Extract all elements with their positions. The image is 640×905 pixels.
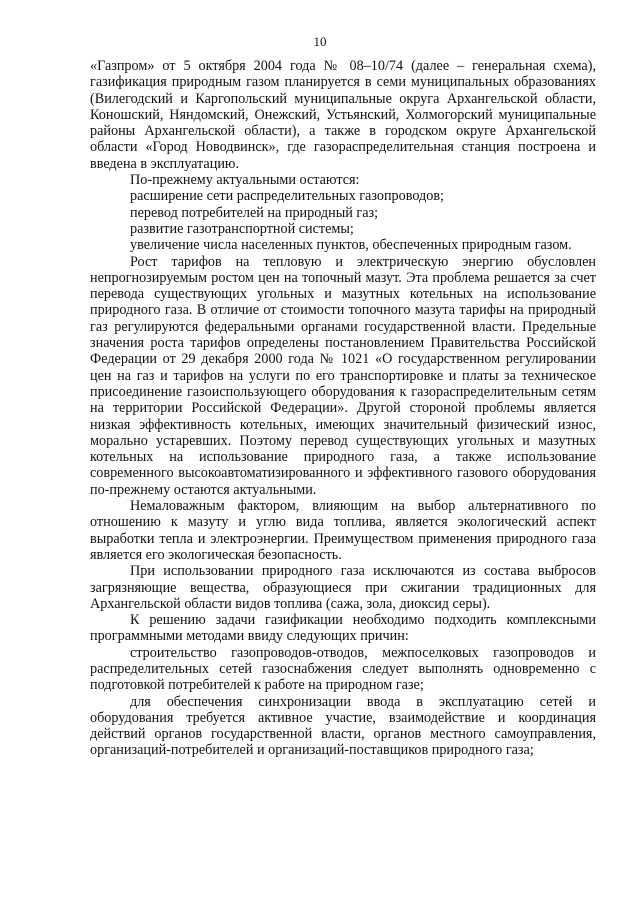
paragraph-ecological-factor: Немаловажным фактором, влияющим на выбор альтернативного по отношению к мазуту и углю вида топлива, является экологический аспект выработки тепла и электроэнергии. Преимуществом применения природного газа является его экологическая безопасность. bbox=[90, 498, 596, 563]
list-item-synchronization: для обеспечения синхронизации ввода в эксплуатацию сетей и оборудования требуется активное участие, взаимодействие и координация действий органов государственной власти, органов местного самоуправления, организаций-потребителей и организаций-поставщиков природного газа; bbox=[90, 693, 596, 759]
list-item-transport-system: развитие газотранспортной системы; bbox=[130, 220, 354, 237]
list-item-network-expansion: расширение сети распределительных газопроводов; bbox=[130, 188, 444, 205]
paragraph-gazprom-scheme: «Газпром» от 5 октября 2004 года № 08–10/74 (далее – генеральная схема), газификация природным газом планируется в семи муниципальных образованиях (Вилегодский и Каргопольский муниципальные округа Архангельской области, Коношский, Няндомский, Онежский, Устьянский, Холмогорский муниципальные районы Архангельской области), а также в городском округе Архангельской области «Город Новодвинск», где газораспределительная станция построена и введена в эксплуатацию. bbox=[90, 58, 596, 172]
page-number: 10 bbox=[313, 34, 327, 49]
list-item-construction: строительство газопроводов-отводов, межпоселковых газопроводов и распределительных сетей газоснабжения следует выполнять одновременно с подготовкой потребителей к работе на природном газе; bbox=[90, 644, 596, 694]
list-item-settlements-increase: увеличение числа населенных пунктов, обеспеченных природным газом. bbox=[130, 237, 572, 254]
paragraph-emissions: При использовании природного газа исключаются из состава выбросов загрязняющие вещества, образующиеся при сжигании традиционных для Архангельской области видов топлива (сажа, зола, диоксид серы). bbox=[90, 563, 596, 612]
paragraph-tariff-growth: Рост тарифов на тепловую и электрическую энергию обусловлен непрогнозируемым ростом цен на топочный мазут. Эта проблема решается за счет перевода существующих угольных и мазутных котельных на использование природного газа. В отличие от стоимости топочного мазута тарифы на природный газ регулируются федеральными органами государственной власти. Предельные значения роста тарифов определены постановлением Правительства Российской Федерации от 29 декабря 2000 года № 1021 «О государственном регулировании цен на газ и тарифов на услуги по его транспортировке и платы за техническое присоединение газоиспользующего оборудования к газораспределительным сетям на территории Российской Федерации». Другой стороной проблемы является низкая эффективность котельных, имеющих значительный физический износ, морально устаревших. Поэтому перевод существующих угольных и мазутных котельных на использование природного газа, а также использование современного высокоавтоматизированного и эффективного газового оборудования по-прежнему остаются актуальными. bbox=[90, 253, 596, 498]
paragraph-complex-approach: К решению задачи газификации необходимо подходить комплексными программными методами ввиду следующих причин: bbox=[90, 612, 596, 645]
paragraph-still-relevant: По-прежнему актуальными остаются: bbox=[130, 172, 360, 189]
list-item-consumer-transfer: перевод потребителей на природный газ; bbox=[130, 204, 379, 221]
document-body bbox=[90, 58, 596, 759]
